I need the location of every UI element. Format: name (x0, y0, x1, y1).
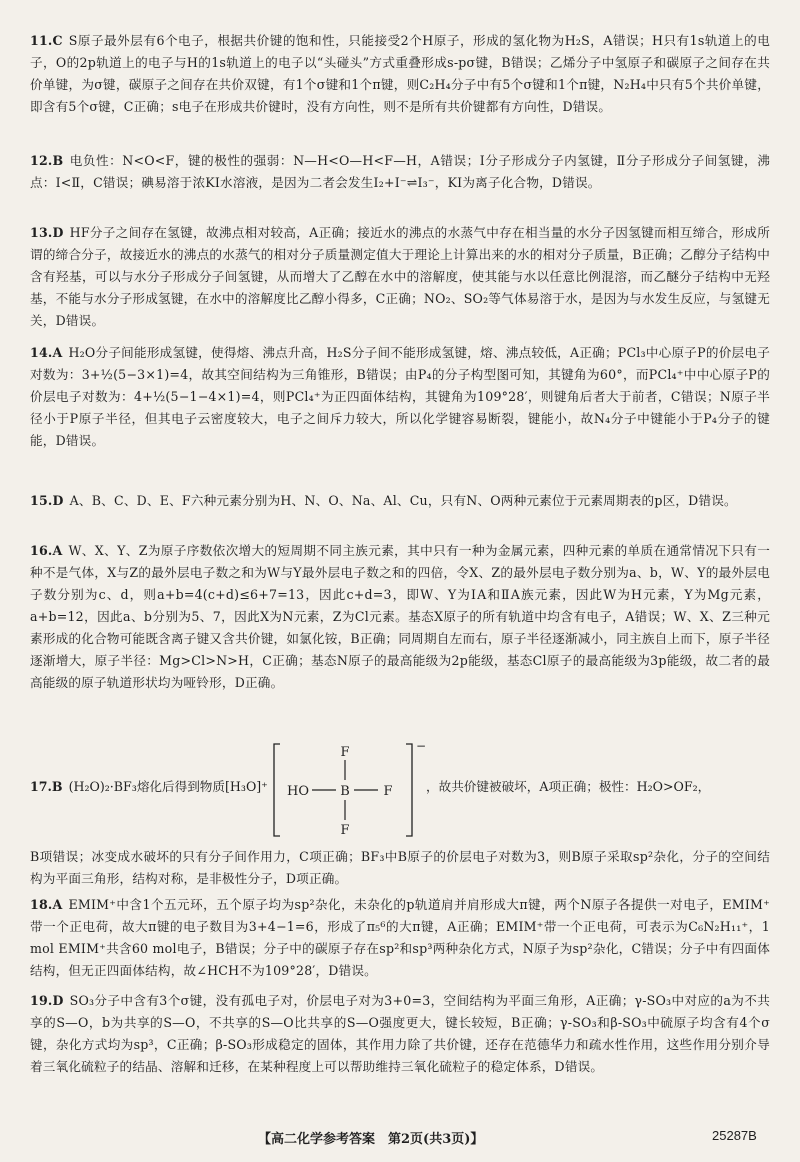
answer-explanation: HF分子之间存在氢键，故沸点相对较高，A正确；接近水的沸点的水蒸气中存在相当量的水分子因氢键而相互缔合，形成所谓的缔合分子，故接近水的沸点的水蒸气的相对分子质量测定值大于理论上计算出来的水的相对分子质量，B正确；乙醇分子结构中含有羟基，可以与水分子形成分子间氢键，从而增大了乙醇在水中的溶解度，使其能与水以任意比例混溶，而乙醚分子结构中无羟基，不能与水分子形成氢键，在水中的溶解度比乙醇小得多，C正确；NO₂、SO₂等气体易溶于水，是因为与水发生反应，与氢键无关，D错误。 (30, 225, 770, 328)
answer-number: 11.C (30, 33, 63, 48)
answer-explanation: 电负性：N<O<F，键的极性的强弱：N—H<O—H<F—H，A错误；Ⅰ分子形成分子内氢键，Ⅱ分子形成分子间氢键，沸点：Ⅰ<Ⅱ，C错误；碘易溶于浓KI水溶液，是因为二者会发生I₂+I⁻⇌I₃⁻，KI为离子化合物，D错误。 (30, 153, 770, 190)
atom-top-f: F (340, 745, 350, 760)
answer-number: 12.B (30, 153, 64, 168)
answer-item-11 (30, 30, 770, 118)
answer-number: 16.A (30, 543, 63, 558)
answer-explanation: SO₃分子中含有3个σ键，没有孤电子对，价层电子对为3+0=3，空间结构为平面三角形，A正确；γ-SO₃中对应的a为不共享的S—O，b为共享的S—O，不共享的S—O比共享的S—O强度更大，键长较短，B正确；γ-SO₃和β-SO₃中硫原子均含有4个σ键，杂化方式均为sp³，C正确；β-SO₃形成稳定的固体，其作用力除了共价键，还存在范德华力和疏水性作用，这些作用分别介导着三氧化硫粒子的结晶、溶解和迁移，在某种程度上可以帮助维持三氧化硫粒子的稳定体系，D错误。 (30, 993, 770, 1074)
answer-item-16 (30, 540, 770, 694)
answer-explanation: S原子最外层有6个电子，根据共价键的饱和性，只能接受2个H原子，形成的氢化物为H₂S，A错误；H只有1s轨道上的电子，O的2p轨道上的电子与H的1s轨道上的电子以“头碰头”方式重叠形成s-pσ键，B错误；乙烯分子中氢原子和碳原子之间存在共价单键，为σ键，碳原子之间存在共价双键，有1个σ键和1个π键，则C₂H₄分子中有5个σ键和1个π键，N₂H₄中只有5个共价单键，即含有5个σ键，C正确；s电子在形成共价键时，没有方向性，则不是所有共价键都有方向性，D错误。 (30, 33, 770, 114)
answer-number: 15.D (30, 493, 64, 508)
atom-bottom-f: F (340, 823, 350, 838)
answer-item-15 (30, 490, 770, 512)
answer-tail-text: ，故共价键被破坏，A项正确；极性：H₂O>OF₂， (426, 779, 711, 794)
atom-right-f: F (383, 784, 393, 799)
answer-explanation: A、B、C、D、E、F六种元素分别为H、N、O、Na、Al、Cu，只有N、O两种元素位于元素周期表的p区，D错误。 (69, 493, 737, 508)
answer-explanation: EMIM⁺中含1个五元环，五个原子均为sp²杂化，未杂化的p轨道肩并肩形成大π键，两个N原子各提供一对电子，EMIM⁺带一个正电荷，故大π键的电子数目为3+4−1=6，形成了π₅⁶的大π键，A正确；EMIM⁺带一个正电荷，可表示为C₆N₂H₁₁⁺，1 mol EMIM⁺共含60 mol电子，B错误；分子中的碳原子存在sp²和sp³两种杂化方式，N原子为sp²杂化，C错误；分子中有四面体结构，但无正四面体结构，故∠HCH不为109°28′，D错误。 (30, 897, 770, 978)
answer-number: 17.B (30, 779, 63, 794)
answer-lead-text: (H₂O)₂·BF₃熔化后得到物质[H₃O]⁺ (68, 779, 268, 794)
answer-item-18 (30, 894, 770, 982)
footer-title: 【高二化学参考答案 第2页(共3页)】 (258, 1132, 484, 1147)
answer-item-17-header (30, 736, 770, 842)
answer-explanation: W、X、Y、Z为原子序数依次增大的短周期不同主族元素，其中只有一种为金属元素，四种元素的单质在通常情况下只有一种不是气体，X与Z的最外层电子数之和为W与Y最外层电子数之和的四倍，令X、Z的最外层电子数分别为a、b，W、Y的最外层电子数分别为c、d，则a+b=4(c+d)≤6+7=13，因此c+d=3，即W、Y为ⅠA和ⅡA族元素，因此W为H元素，Y为Mg元素，a+b=12，因此a、b分别为5、7，因此X为N元素，Z为Cl元素。基态X原子的所有轨道中均含有电子，A错误；W、X、Z三种元素形成的化合物可能既含离子键又含共价键，如氯化铵，B正确；同周期自左而右，原子半径逐渐减小，同主族自上而下，原子半径逐渐增大，原子半径：Mg>Cl>N>H，C正确；基态N原子的最高能级为2p能级，基态Cl原子的最高能级为3p能级，故二者的最高能级的原子轨道形状均为哑铃形，D正确。 (30, 543, 770, 690)
answer-item-12 (30, 150, 770, 194)
structure-charge: − (416, 739, 427, 753)
bf3-oh-structure-diagram (270, 738, 427, 842)
answer-item-13 (30, 222, 770, 332)
answer-explanation: H₂O分子间能形成氢键，使得熔、沸点升高，H₂S分子间不能形成氢键，熔、沸点较低，A正确；PCl₃中心原子P的价层电子对数为：3+½(5−3×1)=4，故其空间结构为三角锥形，B错误；由P₄的分子构型图可知，其键角为60°，而PCl₄⁺中中心原子P的价层电子对数为：4+½(5−1−4×1)=4，则PCl₄⁺为正四面体结构，其键角为109°28′，则键角后者大于前者，C错误；N原子半径小于P原子半径，但其电子云密度较大，电子之间斥力较大，所以化学键容易断裂，键能小，故N₄分子中键能小于P₄分子的键能，D错误。 (30, 345, 770, 448)
answer-item-17 (30, 846, 770, 890)
answer-item-19 (30, 990, 770, 1078)
answer-number: 18.A (30, 897, 63, 912)
document-code: 25287B (712, 1128, 757, 1143)
atom-left-oh: HO (287, 784, 309, 799)
page-footer (0, 1128, 800, 1150)
answer-number: 13.D (30, 225, 64, 240)
answer-item-14 (30, 342, 770, 452)
atom-center-b: B (340, 784, 350, 799)
answer-number: 14.A (30, 345, 63, 360)
answer-explanation: B项错误；冰变成水破坏的只有分子间作用力，C项正确；BF₃中B原子的价层电子对数为3，则B原子采取sp²杂化，分子的空间结构为平面三角形，结构对称，是非极性分子，D项正确。 (30, 849, 770, 886)
answer-number: 19.D (30, 993, 64, 1008)
